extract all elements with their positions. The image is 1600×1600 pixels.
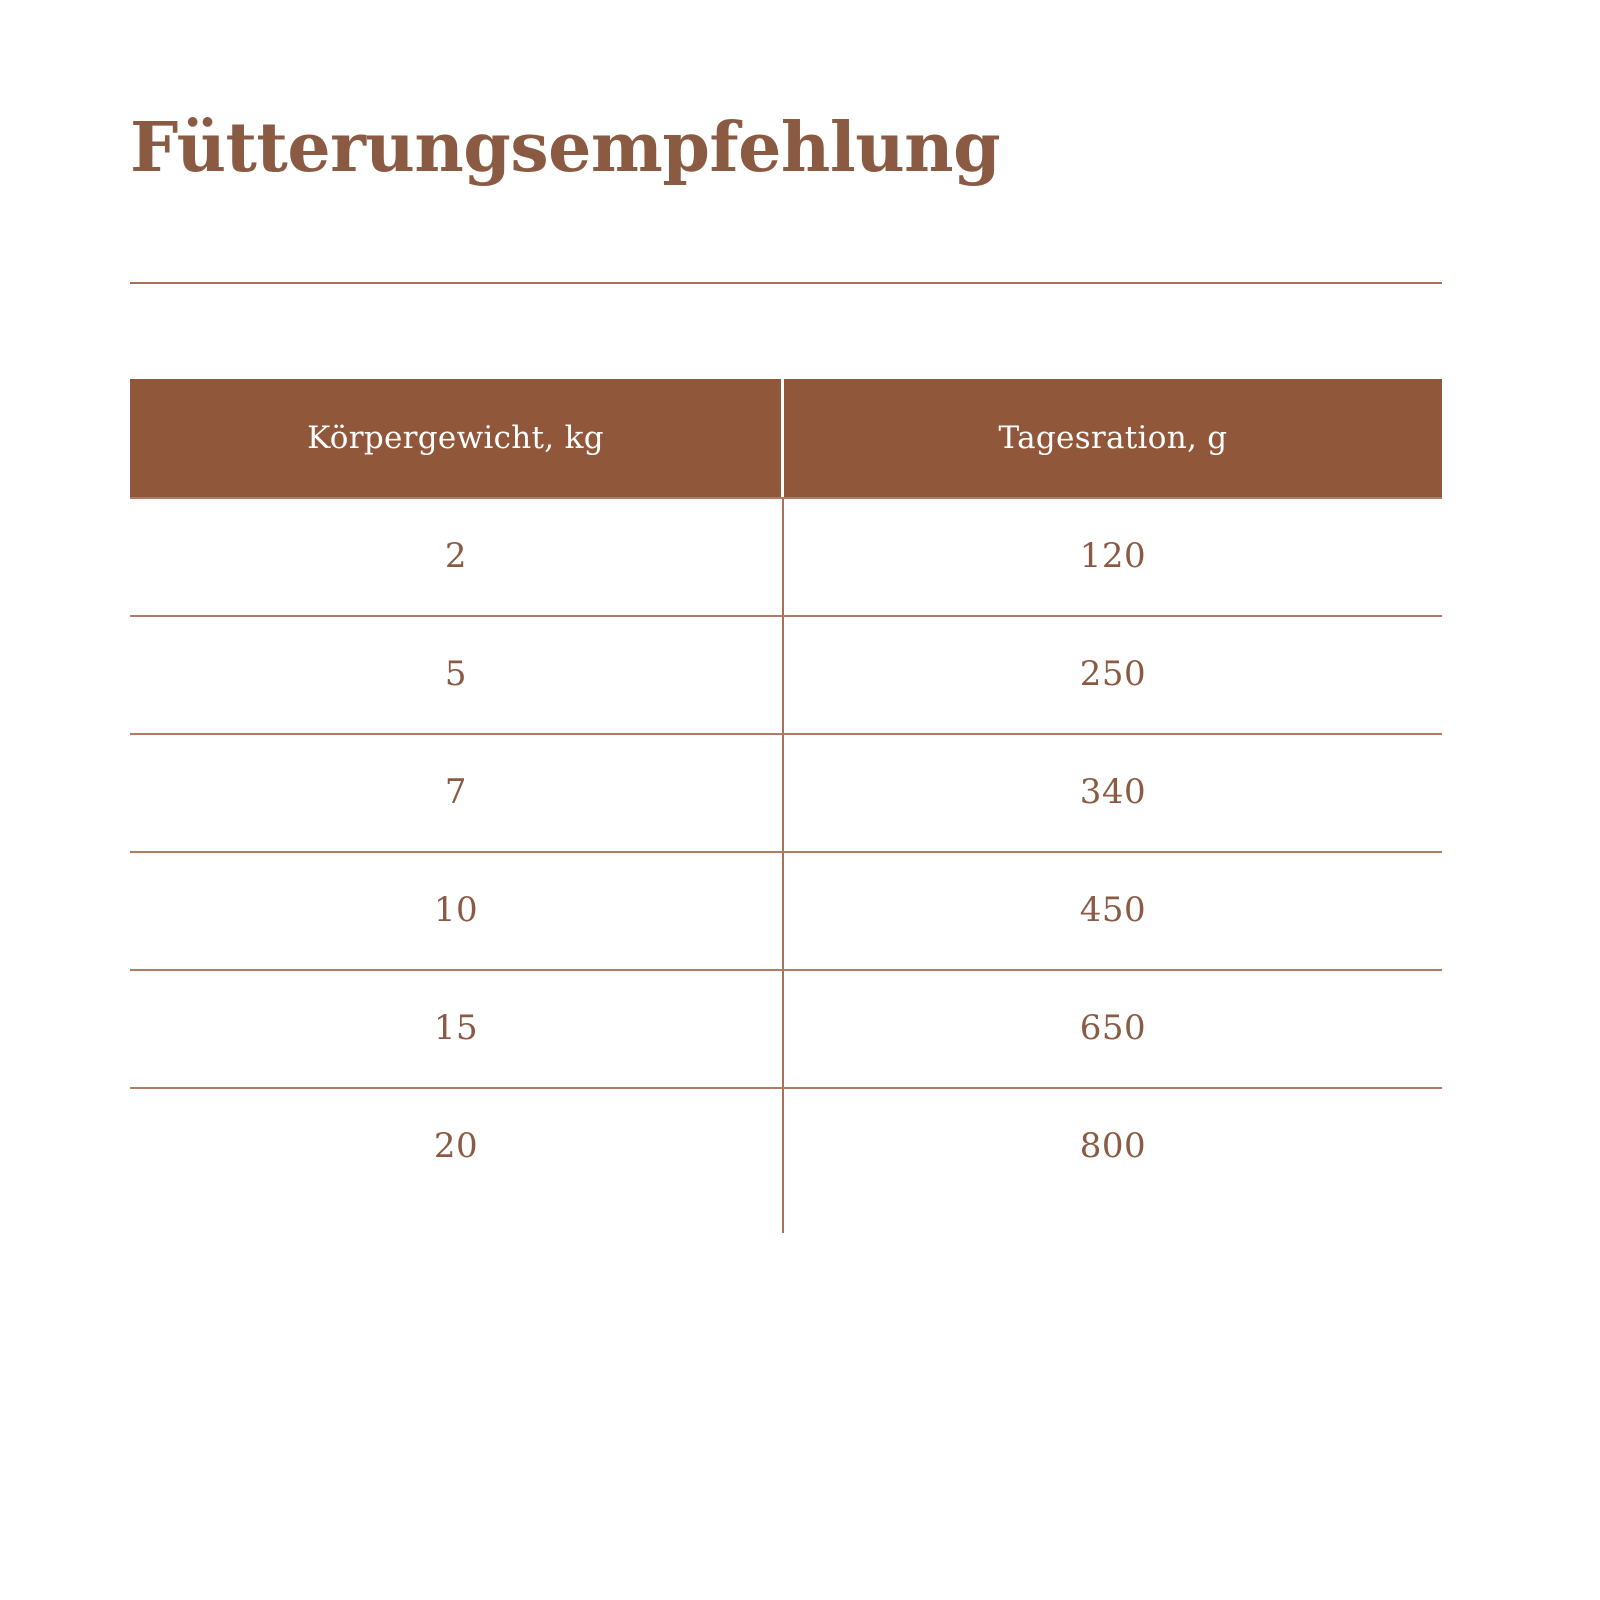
table-row xyxy=(130,733,1442,851)
cell-dailyration: 120 xyxy=(1079,536,1147,576)
title-divider xyxy=(130,282,1442,284)
column-header-bodyweight: Körpergewicht, kg xyxy=(130,379,784,497)
cell-bodyweight: 2 xyxy=(130,497,784,615)
page-title: Fütterungsempfehlung xyxy=(130,108,1001,188)
cell-bodyweight: 15 xyxy=(130,969,784,1087)
table-row xyxy=(130,851,1442,969)
cell-bodyweight: 10 xyxy=(130,851,784,969)
cell-bodyweight: 20 xyxy=(130,1087,784,1205)
table-row xyxy=(130,969,1442,1087)
cell-dailyration: 250 xyxy=(1079,654,1147,694)
cell-bodyweight: 7 xyxy=(130,733,784,851)
table-row xyxy=(130,615,1442,733)
cell-dailyration: 340 xyxy=(1079,772,1147,812)
cell-dailyration: 650 xyxy=(1079,1008,1147,1048)
table-row xyxy=(130,1087,1442,1205)
column-header-dailyration: Tagesration, g xyxy=(998,420,1228,456)
table-row xyxy=(130,497,1442,615)
cell-dailyration: 450 xyxy=(1079,890,1147,930)
table-column-divider-tail xyxy=(130,1205,1442,1233)
cell-dailyration: 800 xyxy=(1079,1126,1147,1166)
table-header-row xyxy=(130,379,1442,497)
divider-stub xyxy=(782,1205,784,1233)
feeding-recommendation-table xyxy=(130,379,1442,1233)
cell-bodyweight: 5 xyxy=(130,615,784,733)
